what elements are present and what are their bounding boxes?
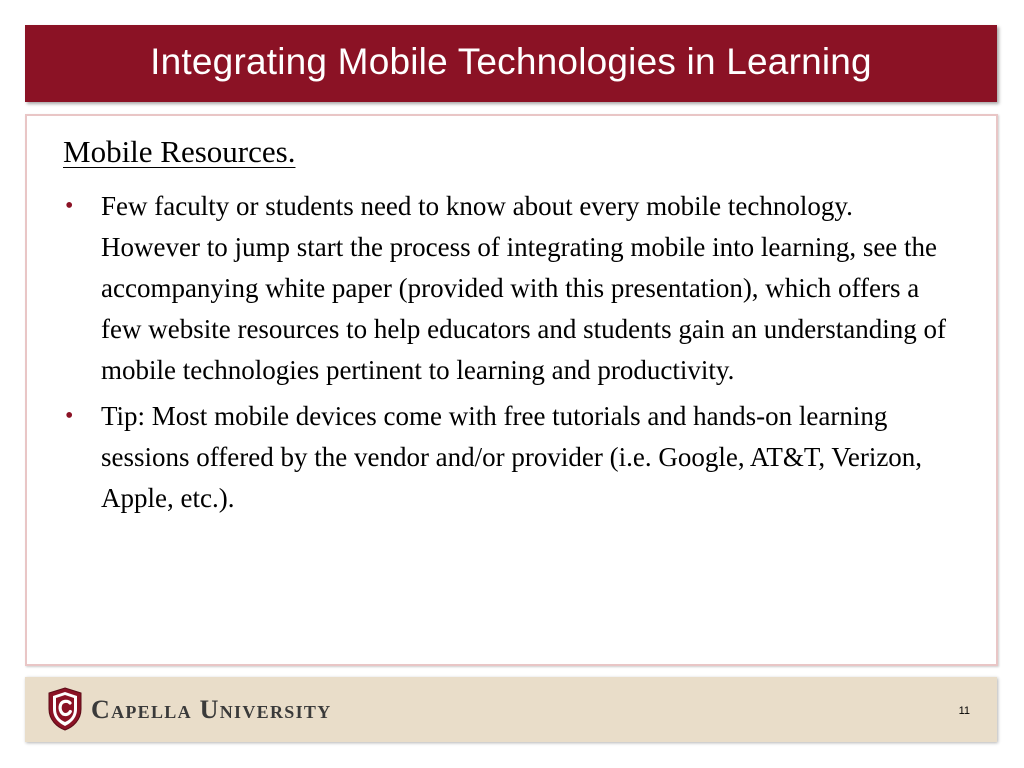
logo-wordmark: Capella University xyxy=(91,695,332,724)
footer-bar xyxy=(25,677,997,742)
title-bar xyxy=(25,25,997,102)
bullet-dot-icon: • xyxy=(65,403,74,429)
bullet-list xyxy=(63,186,948,524)
bullet-text: Few faculty or students need to know about every mobile technology. However to jump start the process of integrating mobile into learning, see the accompanying white paper (provided with this presentation), which offers a few website resources to help educators and students gain an understanding of mobile technologies pertinent to learning and productivity. xyxy=(101,191,947,385)
capella-logo xyxy=(47,687,332,731)
bullet-item xyxy=(63,186,948,391)
capella-shield-icon xyxy=(47,687,83,731)
bullet-item xyxy=(63,396,948,519)
page-number: 11 xyxy=(958,705,970,717)
slide-title: Integrating Mobile Technologies in Learning xyxy=(150,40,872,82)
bullet-dot-icon: • xyxy=(65,193,74,219)
section-heading: Mobile Resources. xyxy=(63,134,296,169)
bullet-text: Tip: Most mobile devices come with free tutorials and hands-on learning sessions offered by the vendor and/or provider (i.e. Google, AT&T, Verizon, Apple, etc.). xyxy=(101,401,923,513)
content-box xyxy=(25,114,998,666)
